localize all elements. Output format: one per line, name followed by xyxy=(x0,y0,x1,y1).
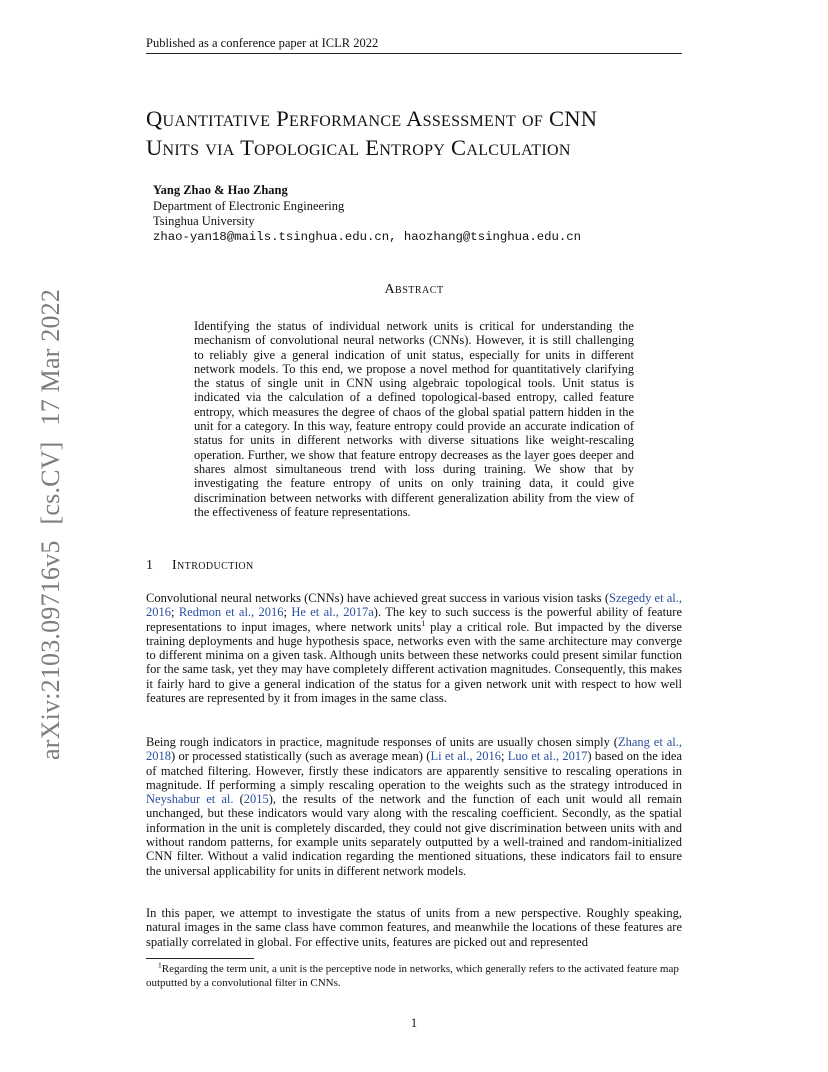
footnote xyxy=(146,960,682,990)
section-number: 1 xyxy=(146,558,154,573)
p2-text-2: ) or processed statistically (such as average mean) ( xyxy=(171,749,431,764)
author-block xyxy=(153,183,581,245)
intro-paragraph-1 xyxy=(146,591,682,705)
citation-szegedy[interactable]: Szegedy et al., 2016 xyxy=(146,591,683,620)
footnote-number: 1 xyxy=(158,960,162,970)
section-heading-introduction xyxy=(146,558,254,574)
p1-text-4: ). The key to such success is the powerful ability of feature representations to input images, where network units xyxy=(146,605,683,634)
page-number: 1 xyxy=(410,1016,418,1030)
p2-text-5: ( xyxy=(233,792,244,807)
p2-text-4: ) based on the idea of matched filtering. However, firstly these indicators are apparently sensitive to rescaling operations in magnitude. If performing a simply rescaling operation to the weights such as the strategy introduced in xyxy=(146,749,682,792)
citation-neyshabur[interactable]: Neyshabur et al. xyxy=(146,792,234,807)
citation-neyshabur-year[interactable]: 2015 xyxy=(243,792,269,807)
p1-text-1: Convolutional neural networks (CNNs) have achieved great success in various vision tasks ( xyxy=(146,591,610,605)
citation-redmon[interactable]: Redmon et al., 2016 xyxy=(178,605,284,620)
title-line-1: Quantitative Performance Assessment of CNN xyxy=(146,106,598,131)
arxiv-id[interactable]: arXiv:2103.09716v5 xyxy=(36,540,65,760)
intro-paragraph-3: In this paper, we attempt to investigate the status of units from a new perspective. Roughly speaking, natural images in the same class have common features, and meanwhile the locations of these features are spatially correlated in global. For effective units, features are picked out and represented xyxy=(146,906,682,949)
citation-zhang[interactable]: Zhang et al., 2018 xyxy=(146,735,683,764)
abstract-text: Identifying the status of individual network units is critical for understanding the mechanism of convolutional neural networks (CNNs). However, it is still challenging to reliably give a general indication of unit status, especially for units in different network models. To this end, we propose a novel method for quantitatively clarifying the status of single unit in CNN using algebraic topological tools. Unit status is indicated via the calculation of a defined topological-based entropy, called feature entropy, which measures the degree of chaos of the global spatial pattern hidden in the unit for a category. In this way, feature entropy could provide an accurate indication of status for units in different networks with diverse situations like weight-rescaling operation. Further, we show that feature entropy decreases as the layer goes deeper and shares almost simultaneous trend with loss during training. We show that by investigating the feature entropy of units on only training data, it could give discrimination between networks with different generalization ability from the view of the effectiveness of feature representations. xyxy=(194,319,634,519)
footnote-rule xyxy=(146,958,254,959)
citation-luo[interactable]: Luo et al., 2017 xyxy=(507,749,588,764)
author-emails[interactable]: zhao-yan18@mails.tsinghua.edu.cn, haozhang@tsinghua.edu.cn xyxy=(153,229,582,244)
author-names: Yang Zhao & Hao Zhang xyxy=(153,183,288,197)
paper-title xyxy=(146,104,706,162)
author-university: Tsinghua University xyxy=(153,214,255,228)
p2-text-1: Being rough indicators in practice, magnitude responses of units are usually chosen simply ( xyxy=(146,735,618,749)
p1-text-5: play a critical role. But impacted by the diverse training deployments and huge hypothesis space, networks even with the same architecture may converge to different minima on a given task. Although units between these networks could present similar function for the same task, yet they may have completely different activation magnitudes. Consequently, this makes it fairly hard to give a general indication of the status for a given network unit with respect to how well features are represented by it from images in the same class. xyxy=(146,619,682,706)
section-title: Introduction xyxy=(172,558,254,573)
footnote-text: Regarding the term unit, a unit is the perceptive node in networks, which generally refers to the activated feature map outputted by a convolutional filter in CNNs. xyxy=(146,963,679,989)
p1-text-3: ; xyxy=(283,605,292,620)
p2-text-3: ; xyxy=(500,749,508,764)
arxiv-stamp xyxy=(36,289,66,760)
p2-text-6: ), the results of the network and the function of each unit would all remain unchanged, but these indicators would vary along with the rescaling coefficient. Secondly, as the spatial information in the unit is completely discarded, they could not give discrimination between units with and without random patterns, for example units separately outputted by a well-trained and random-initialized CNN filter. Without a valid indication regarding the mentioned situations, these indicators fail to ensure the universal applicability for units in different network models. xyxy=(146,792,682,878)
abstract-heading: Abstract xyxy=(384,282,444,297)
running-header: Published as a conference paper at ICLR 2022 xyxy=(146,36,379,50)
intro-paragraph-2 xyxy=(146,735,682,878)
footnote-marker[interactable]: 1 xyxy=(421,618,426,628)
citation-he[interactable]: He et al., 2017a xyxy=(291,605,374,620)
p1-text-2: ; xyxy=(171,605,179,620)
author-department: Department of Electronic Engineering xyxy=(153,198,345,213)
citation-li[interactable]: Li et al., 2016 xyxy=(430,749,501,764)
header-rule xyxy=(146,53,682,54)
arxiv-category: [cs.CV] xyxy=(36,441,65,525)
title-line-2: Units via Topological Entropy Calculation xyxy=(146,135,571,160)
arxiv-date: 17 Mar 2022 xyxy=(36,288,65,426)
